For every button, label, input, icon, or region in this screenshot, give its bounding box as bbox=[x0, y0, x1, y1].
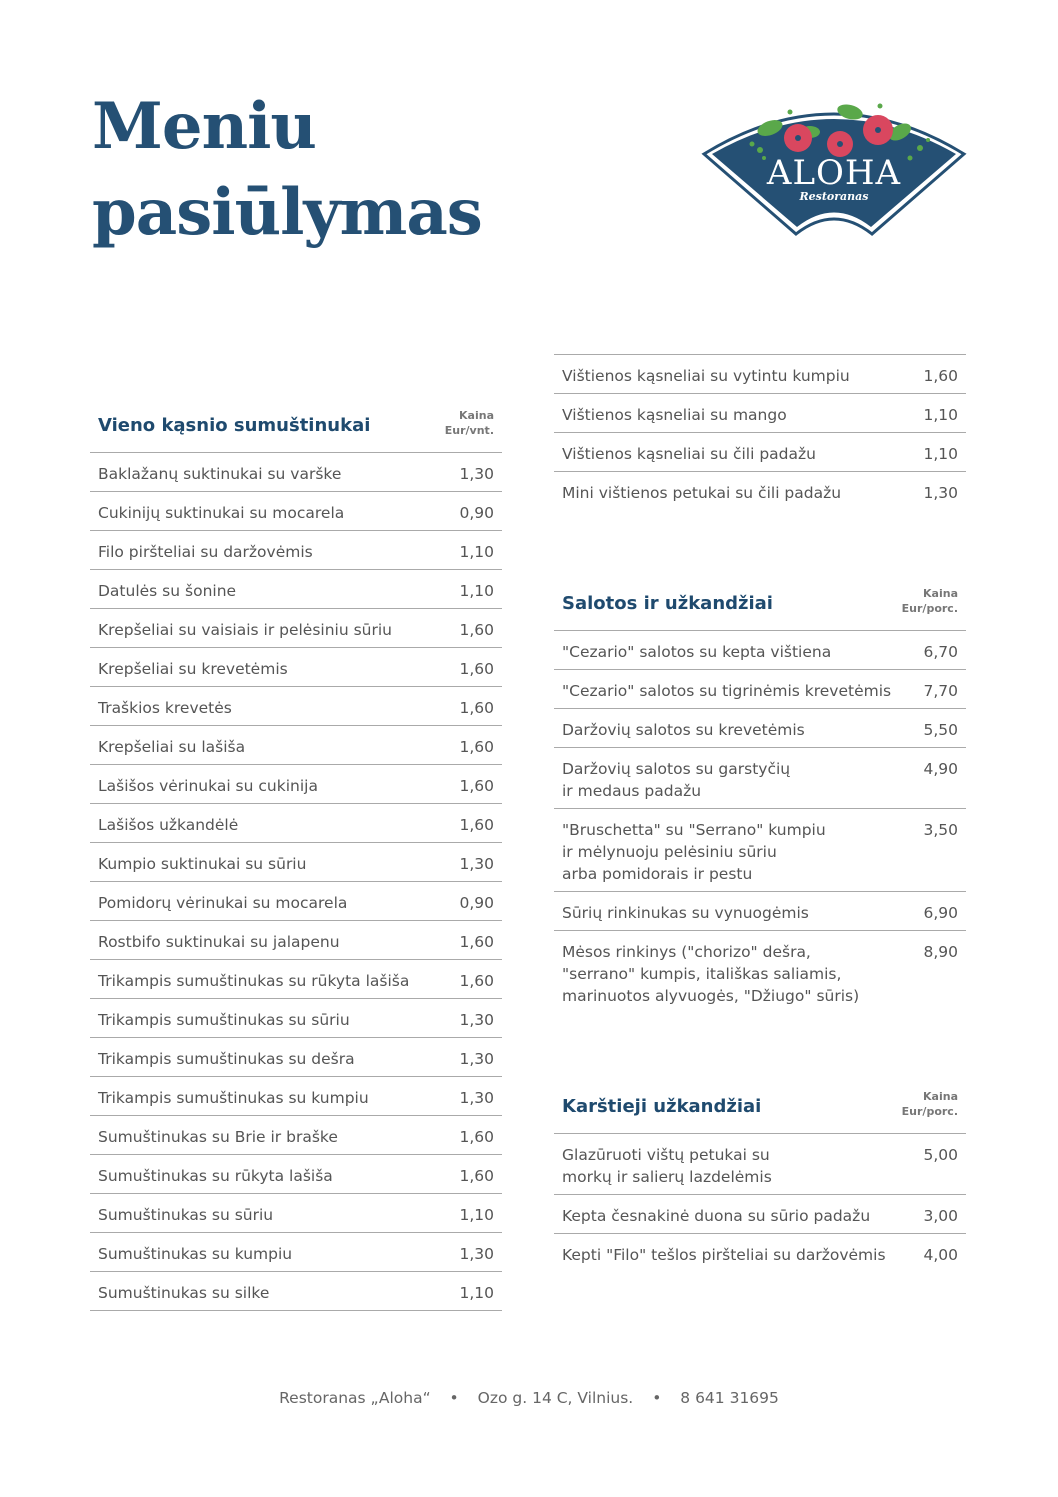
menu-item-name: Filo piršteliai su daržovėmis bbox=[98, 543, 313, 561]
menu-item-name: Vištienos kąsneliai su čili padažu bbox=[562, 445, 816, 463]
menu-item-price: 1,60 bbox=[459, 1167, 494, 1185]
menu-item-price: 1,60 bbox=[459, 660, 494, 678]
menu-item bbox=[90, 1038, 502, 1077]
menu-item-name: Rostbifo suktinukai su jalapenu bbox=[98, 933, 340, 951]
menu-item-name: Kepta česnakinė duona su sūrio padažu bbox=[562, 1207, 871, 1225]
section-vieno-kasnio bbox=[90, 380, 502, 1311]
menu-item bbox=[554, 433, 966, 472]
menu-item bbox=[90, 921, 502, 960]
menu-item-price: 1,30 bbox=[459, 1089, 494, 1107]
menu-item bbox=[90, 804, 502, 843]
menu-item-price: 1,30 bbox=[923, 484, 958, 502]
section-title: Salotos ir užkandžiai bbox=[562, 593, 773, 614]
price-header bbox=[902, 1089, 958, 1119]
menu-item-name: Krepšeliai su lašiša bbox=[98, 738, 246, 756]
section-header bbox=[90, 380, 502, 453]
price-header-unit: Eur/porc. bbox=[901, 1105, 958, 1118]
menu-item bbox=[90, 453, 502, 492]
menu-item-name: Mėsos rinkinys ("chorizo" dešra, "serrano" kumpis, itališkas saliamis, marinuotos alyvuogės, "Džiugo" sūris) bbox=[562, 943, 860, 1005]
menu-item-price: 1,30 bbox=[459, 1245, 494, 1263]
menu-item-price: 1,60 bbox=[459, 816, 494, 834]
menu-item-price: 3,00 bbox=[923, 1207, 958, 1225]
menu-item-price: 1,60 bbox=[459, 621, 494, 639]
menu-item-name: Krepšeliai su vaisiais ir pelėsiniu sūriu bbox=[98, 621, 393, 639]
menu-item-name: Sumuštinukas su kumpiu bbox=[98, 1245, 293, 1263]
menu-item-name: Glazūruoti vištų petukai su morkų ir salierų lazdelėmis bbox=[562, 1146, 772, 1186]
menu-item bbox=[554, 931, 966, 1013]
menu-list bbox=[554, 631, 966, 1013]
price-header bbox=[902, 586, 958, 616]
menu-item bbox=[90, 843, 502, 882]
menu-item-price: 6,70 bbox=[923, 643, 958, 661]
menu-item bbox=[90, 1116, 502, 1155]
title-line-1: Meniu bbox=[92, 89, 316, 164]
menu-item bbox=[554, 1134, 966, 1195]
price-header-label: Kaina bbox=[923, 1090, 958, 1103]
menu-item-name: Lašišos vėrinukai su cukinija bbox=[98, 777, 318, 795]
menu-item-price: 1,10 bbox=[459, 1206, 494, 1224]
menu-item-name: Krepšeliai su krevetėmis bbox=[98, 660, 288, 678]
menu-item bbox=[90, 648, 502, 687]
menu-item-price: 7,70 bbox=[923, 682, 958, 700]
menu-item-price: 1,60 bbox=[459, 699, 494, 717]
menu-item-name: Trikampis sumuštinukas su rūkyta lašiša bbox=[98, 972, 410, 990]
menu-item bbox=[90, 765, 502, 804]
menu-list bbox=[90, 453, 502, 1311]
menu-item-price: 1,10 bbox=[459, 543, 494, 561]
menu-item-name: Cukinijų suktinukai su mocarela bbox=[98, 504, 345, 522]
menu-item-price: 1,10 bbox=[459, 582, 494, 600]
footer-phone: 8 641 31695 bbox=[680, 1389, 779, 1407]
menu-item-price: 0,90 bbox=[459, 894, 494, 912]
price-header-label: Kaina bbox=[923, 587, 958, 600]
menu-item-name: Sumuštinukas su silke bbox=[98, 1284, 270, 1302]
menu-item-price: 1,60 bbox=[459, 933, 494, 951]
menu-item bbox=[554, 355, 966, 394]
menu-item-price: 1,60 bbox=[923, 367, 958, 385]
menu-item-price: 1,10 bbox=[459, 1284, 494, 1302]
menu-item-price: 4,90 bbox=[923, 760, 958, 778]
footer-contact bbox=[0, 1389, 1058, 1407]
menu-item-price: 1,10 bbox=[923, 406, 958, 424]
price-header-unit: Eur/porc. bbox=[901, 602, 958, 615]
menu-list-continued bbox=[554, 354, 966, 510]
menu-item bbox=[90, 1194, 502, 1233]
price-header-label: Kaina bbox=[459, 409, 494, 422]
menu-item bbox=[90, 531, 502, 570]
menu-item bbox=[90, 726, 502, 765]
menu-item-name: Baklažanų suktinukai su varške bbox=[98, 465, 342, 483]
menu-item-name: "Bruschetta" su "Serrano" kumpiu ir mėlynuoju pelėsiniu sūriu arba pomidorais ir pestu bbox=[562, 821, 826, 883]
menu-item-price: 1,60 bbox=[459, 972, 494, 990]
menu-item bbox=[90, 687, 502, 726]
menu-item bbox=[554, 472, 966, 510]
logo-subtitle-text: Restoranas bbox=[799, 190, 869, 203]
menu-item bbox=[90, 1155, 502, 1194]
menu-item bbox=[554, 1195, 966, 1234]
menu-item-name: Lašišos užkandėlė bbox=[98, 816, 239, 834]
menu-item bbox=[90, 492, 502, 531]
menu-item-price: 5,50 bbox=[923, 721, 958, 739]
footer-address: Ozo g. 14 C, Vilnius. bbox=[477, 1389, 634, 1407]
menu-item-price: 1,60 bbox=[459, 738, 494, 756]
menu-item bbox=[90, 999, 502, 1038]
menu-item-name: Sumuštinukas su rūkyta lašiša bbox=[98, 1167, 333, 1185]
menu-item-name: Traškios krevetės bbox=[98, 699, 232, 717]
menu-item bbox=[554, 394, 966, 433]
menu-item-name: Daržovių salotos su krevetėmis bbox=[562, 721, 805, 739]
footer-separator: • bbox=[449, 1389, 459, 1407]
section-salotos bbox=[554, 558, 966, 1013]
menu-item-name: Daržovių salotos su garstyčių ir medaus padažu bbox=[562, 760, 791, 800]
footer-separator: • bbox=[652, 1389, 662, 1407]
menu-item-name: Vištienos kąsneliai su vytintu kumpiu bbox=[562, 367, 850, 385]
menu-item-name: Mini vištienos petukai su čili padažu bbox=[562, 484, 842, 502]
menu-item-price: 6,90 bbox=[923, 904, 958, 922]
menu-item bbox=[554, 631, 966, 670]
footer-restaurant-name: Restoranas „Aloha“ bbox=[279, 1389, 431, 1407]
section-header bbox=[554, 1061, 966, 1134]
menu-item bbox=[90, 609, 502, 648]
menu-item-name: Trikampis sumuštinukas su kumpiu bbox=[98, 1089, 369, 1107]
menu-item bbox=[554, 892, 966, 931]
menu-item-name: Kumpio suktinukai su sūriu bbox=[98, 855, 307, 873]
menu-item bbox=[90, 882, 502, 921]
menu-list bbox=[554, 1134, 966, 1272]
menu-item bbox=[554, 748, 966, 809]
menu-item-price: 1,30 bbox=[459, 465, 494, 483]
right-column bbox=[554, 354, 966, 1272]
menu-item bbox=[90, 570, 502, 609]
menu-item-name: Trikampis sumuštinukas su sūriu bbox=[98, 1011, 350, 1029]
menu-item-price: 0,90 bbox=[459, 504, 494, 522]
page-title bbox=[92, 84, 482, 256]
menu-item-price: 1,30 bbox=[459, 1011, 494, 1029]
menu-item-name: "Cezario" salotos su kepta vištiena bbox=[562, 643, 832, 661]
menu-item-name: Sumuštinukas su sūriu bbox=[98, 1206, 274, 1224]
menu-item-price: 1,30 bbox=[459, 1050, 494, 1068]
menu-item-price: 1,30 bbox=[459, 855, 494, 873]
menu-item-name: Datulės su šonine bbox=[98, 582, 237, 600]
menu-item-price: 3,50 bbox=[923, 821, 958, 839]
menu-item bbox=[90, 1077, 502, 1116]
section-header bbox=[554, 558, 966, 631]
menu-item bbox=[90, 1272, 502, 1311]
menu-item-name: Kepti "Filo" tešlos piršteliai su daržovėmis bbox=[562, 1246, 886, 1264]
menu-item bbox=[554, 670, 966, 709]
menu-item-price: 1,60 bbox=[459, 777, 494, 795]
menu-item-price: 8,90 bbox=[923, 943, 958, 961]
section-karstieji bbox=[554, 1061, 966, 1272]
menu-item-name: Pomidorų vėrinukai su mocarela bbox=[98, 894, 348, 912]
aloha-logo bbox=[700, 92, 968, 238]
menu-item-name: Sumuštinukas su Brie ir braške bbox=[98, 1128, 338, 1146]
menu-item-price: 1,10 bbox=[923, 445, 958, 463]
menu-item bbox=[554, 1234, 966, 1272]
menu-item-name: Sūrių rinkinukas su vynuogėmis bbox=[562, 904, 809, 922]
menu-item-price: 4,00 bbox=[923, 1246, 958, 1264]
menu-item-price: 1,60 bbox=[459, 1128, 494, 1146]
price-header-unit: Eur/vnt. bbox=[444, 424, 494, 437]
section-title: Vieno kąsnio sumuštinukai bbox=[98, 415, 371, 436]
menu-item-name: "Cezario" salotos su tigrinėmis krevetėmis bbox=[562, 682, 892, 700]
menu-item-name: Trikampis sumuštinukas su dešra bbox=[98, 1050, 355, 1068]
section-title: Karštieji užkandžiai bbox=[562, 1096, 762, 1117]
menu-item-price: 5,00 bbox=[923, 1146, 958, 1164]
price-header bbox=[445, 408, 494, 438]
menu-item bbox=[90, 960, 502, 999]
menu-item bbox=[90, 1233, 502, 1272]
menu-item bbox=[554, 809, 966, 892]
logo-aloha-text: ALOHA bbox=[766, 153, 902, 193]
menu-item-name: Vištienos kąsneliai su mango bbox=[562, 406, 787, 424]
menu-item bbox=[554, 709, 966, 748]
title-line-2: pasiūlymas bbox=[92, 175, 482, 250]
